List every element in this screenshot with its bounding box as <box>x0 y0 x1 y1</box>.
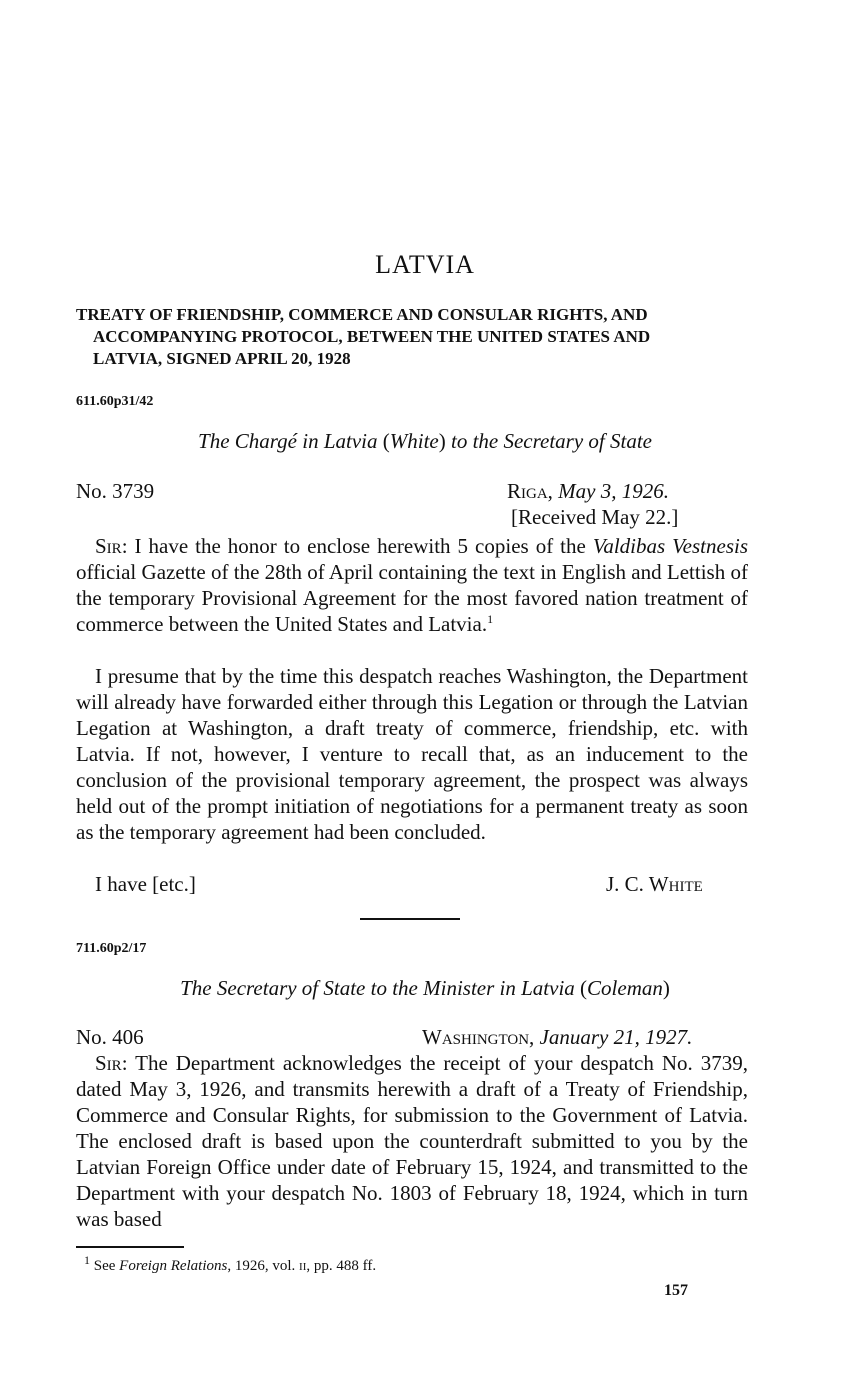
doc2-title: The Secretary of State to the Minister in Latvia (Coleman) <box>180 976 670 1000</box>
doc1-closing: I have [etc.] <box>95 872 196 896</box>
doc1-title: The Chargé in Latvia (White) to the Secretary of State <box>198 429 652 453</box>
heading-line-1: TREATY OF FRIENDSHIP, COMMERCE AND CONSULAR RIGHTS, AND <box>76 305 648 324</box>
section-divider <box>360 918 460 920</box>
doc1-place-date: Riga, May 3, 1926. <box>507 479 669 503</box>
section-heading <box>76 304 756 370</box>
doc1-paragraph-1: Sir: I have the honor to enclose herewith 5 copies of the Valdibas Vestnesis official Gazette of the 28th of April containing the text in English and Lettish of the temporary Provisional Agreement for the most favored nation treatment of commerce between the United States and Latvia.$^1$ <box>76 534 749 636</box>
page-number: 157 <box>664 1282 688 1299</box>
doc1-paragraph-2: I presume that by the time this despatch reaches Washington, the Department will already have forwarded either through this Legation or through the Latvian Legation at Washington, a draft treaty of commerce, friendship, etc. with Latvia. If not, however, I venture to recall that, as an inducement to the conclusion of the provisional temporary agreement, the prospect was always held out of the prompt initiation of negotiations for a permanent treaty as soon as the temporary agreement had been concluded. <box>76 664 748 844</box>
heading-line-2: ACCOMPANYING PROTOCOL, BETWEEN THE UNITED STATES AND <box>93 327 651 346</box>
footnote-rule <box>76 1246 184 1248</box>
file-number-1: 611.60p31/42 <box>76 394 154 409</box>
footnote: $^1$ See Foreign Relations, 1926, vol. ii, pp. 488 ff. <box>84 1253 377 1274</box>
heading-line-3: LATVIA, SIGNED APRIL 20, 1928 <box>93 349 351 368</box>
doc1-signature: J. C. White <box>606 872 703 896</box>
doc2-place-date: Washington, January 21, 1927. <box>422 1025 693 1049</box>
file-number-2: 711.60p2/17 <box>76 941 147 956</box>
doc2-number: No. 406 <box>76 1025 144 1049</box>
doc1-received: [Received May 22.] <box>511 505 679 529</box>
doc2-paragraph-1: Sir: The Department acknowledges the receipt of your despatch No. 3739, dated May 3, 1926, and transmits herewith a draft of a Treaty of Friendship, Commerce and Consular Rights, for submission to the Government of Latvia. The enclosed draft is based upon the counterdraft submitted to you by the Latvian Foreign Office under date of February 15, 1924, and transmitted to the Department with your despatch No. 1803 of February 18, 1924, which in turn was based <box>76 1051 748 1231</box>
footnote-ref: 1 <box>487 612 494 626</box>
doc1-number: No. 3739 <box>76 479 155 503</box>
country-title: LATVIA <box>375 250 475 279</box>
